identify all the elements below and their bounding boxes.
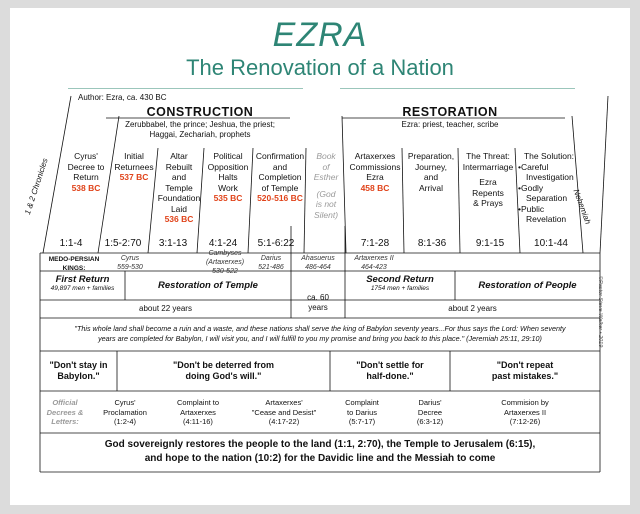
- chapter-ref: 7:1-28: [360, 238, 390, 249]
- first-return: [40, 274, 125, 292]
- kings-label: [40, 255, 108, 273]
- quote-line: years are completed for Babylon, I will visit you, and I will fulfill to you my promise and bring you back to this place." (Jeremiah 25:11, 29:10): [98, 334, 542, 343]
- column-header: [403, 151, 459, 193]
- kings-label-line: MEDO-PERSIAN: [48, 256, 100, 263]
- summary-line: God sovereignly restores the people to the land (1:1, 2:70), the Temple to Jerusalem (6:15),: [104, 439, 536, 450]
- decree-line: Darius': [418, 398, 442, 407]
- construction-title: CONSTRUCTION: [146, 105, 254, 119]
- col-line: and: [272, 161, 288, 172]
- gap-line: years: [308, 303, 328, 312]
- decree-line: (7:12-26): [509, 417, 541, 426]
- decree-line: (5:7-17): [348, 417, 376, 426]
- decree-line: to Darius: [346, 407, 377, 417]
- col-line: Preparation,: [407, 151, 455, 161]
- col-line: Halts: [218, 172, 238, 182]
- decree-line: Proclamation: [103, 407, 147, 417]
- decree-line: Decree: [417, 407, 443, 417]
- chapter-ref: 1:1-4: [59, 238, 83, 249]
- chapter-ref: 4:1-24: [208, 238, 238, 249]
- king-dates: 464-423: [361, 264, 387, 271]
- decree-line: (4:17-22): [268, 417, 300, 426]
- king-cyrus: [100, 254, 160, 272]
- col-date: 537 BC: [119, 172, 149, 182]
- about-22-years: about 22 years: [139, 304, 192, 313]
- motto: [450, 360, 600, 382]
- restoration-line1: Ezra: priest, teacher, scribe: [401, 120, 499, 129]
- quote-line: "This whole land shall become a ruin and a waste, and these nations shall serve the king of Babylon seventy years...For thus says the Lord: When seventy: [74, 324, 566, 333]
- col-line: Investigation: [526, 172, 574, 182]
- motto: [330, 360, 450, 382]
- author-note: Author: Ezra, ca. 430 BC: [78, 93, 167, 102]
- column-header: [155, 151, 203, 225]
- esther-l5: is not: [315, 199, 337, 209]
- kings-label-line: KINGS:: [62, 265, 86, 272]
- col-date: 535 BC: [213, 193, 243, 203]
- gap-line: ca. 60: [307, 293, 329, 302]
- second-return: [345, 274, 455, 292]
- restoration-title: RESTORATION: [402, 105, 498, 119]
- king-dates: 530-522: [212, 268, 238, 275]
- first-return-sub: 49,897 men + families: [50, 285, 115, 292]
- page-title: EZRA: [272, 16, 368, 54]
- king-darius: [250, 254, 292, 272]
- col-date: 458 BC: [360, 182, 390, 193]
- chapter-ref: 3:1-13: [158, 238, 188, 249]
- chapter-ref: 9:1-15: [475, 238, 505, 249]
- column-header: [518, 151, 580, 225]
- col-line: Opposition: [207, 161, 249, 172]
- decree-line: (6:3-12): [416, 417, 444, 426]
- about-2-years: about 2 years: [448, 304, 497, 313]
- esther-l4: (God: [316, 188, 336, 199]
- col-line: Intermarriage: [462, 161, 514, 172]
- king-dates: 486-464: [305, 264, 331, 271]
- king-name: Ahasuerus: [301, 255, 335, 262]
- motto: [117, 360, 330, 382]
- copyright-watermark: ©Pastor Steve Walker • 2019: [597, 276, 603, 348]
- col-line: Separation: [526, 193, 568, 203]
- col-line: Rebuilt: [165, 161, 193, 172]
- col-line: Artaxerxes: [354, 151, 396, 161]
- column-header: [346, 151, 404, 193]
- col-line: Laid: [170, 203, 188, 214]
- decree-line: Cyrus': [114, 398, 136, 407]
- king-cambyses: [195, 249, 255, 276]
- col-line: Return: [73, 172, 99, 182]
- col-line: Arrival: [418, 182, 444, 193]
- decree-line: Artaxerxes': [265, 398, 303, 407]
- jeremiah-quote: [42, 324, 598, 344]
- col-line: Revelation: [526, 214, 567, 224]
- decree-line: Complaint to: [176, 398, 220, 407]
- col-line: Political: [213, 151, 243, 161]
- page-subtitle: The Renovation of a Nation: [186, 55, 454, 80]
- col-line: Initial: [124, 151, 144, 161]
- column-header: [252, 151, 308, 204]
- chapter-ref: 5:1-6:22: [257, 238, 295, 249]
- col-line: •Godly: [518, 182, 544, 193]
- king-dates: 559-530: [117, 264, 143, 271]
- decree-line: (4:11-16): [183, 417, 213, 426]
- decree-line: (1:2-4): [113, 417, 137, 426]
- col-line: Completion: [258, 172, 302, 182]
- decree-item: [400, 398, 460, 427]
- motto-line: doing God's will.": [185, 371, 262, 381]
- col-line: and: [171, 172, 187, 182]
- esther-l2: of: [322, 161, 330, 172]
- king-name: (Artaxerxes): [205, 259, 245, 266]
- esther-note: [306, 151, 346, 220]
- column-header: [60, 151, 112, 193]
- esther-l3: Esther: [313, 172, 339, 182]
- column-header: [203, 151, 253, 204]
- decree-line: Artaxerxes: [180, 407, 216, 417]
- column-header: [110, 151, 158, 183]
- decrees-label-line: Official: [52, 398, 78, 407]
- col-line: •Careful: [518, 161, 549, 172]
- col-line: & Prays: [473, 198, 503, 208]
- col-line: Commissions: [349, 161, 401, 172]
- king-artaxerxes: [346, 254, 402, 272]
- motto-line: Babylon.": [57, 371, 100, 381]
- decree-item: [238, 398, 330, 427]
- decree-item: [92, 398, 158, 427]
- col-line: Altar: [170, 151, 188, 161]
- construction-line2: Haggai, Zechariah, prophets: [149, 130, 251, 139]
- col-line: Work: [218, 182, 238, 193]
- chapter-ref: 1:5-2:70: [104, 238, 142, 249]
- chapter-ref: 8:1-36: [417, 238, 447, 249]
- esther-l1: Book: [316, 151, 336, 161]
- restoration-of-temple: Restoration of Temple: [158, 280, 258, 291]
- king-name: Artaxerxes II: [354, 255, 394, 262]
- motto-line: "Don't stay in: [49, 360, 108, 370]
- decree-line: Commision by: [501, 398, 549, 407]
- motto-line: "Don't repeat: [496, 360, 554, 370]
- construction-line1: Zerubbabel, the prince; Jeshua, the priest;: [125, 120, 275, 129]
- col-line: The Threat:: [466, 151, 510, 161]
- motto-line: "Don't be deterred from: [173, 360, 274, 370]
- col-line: Returnees: [114, 161, 154, 172]
- decrees-label: [40, 398, 90, 427]
- motto-line: past mistakes.": [491, 371, 559, 381]
- second-return-title: Second Return: [366, 274, 434, 285]
- col-line: Decree to: [67, 161, 105, 172]
- gap-years: [291, 293, 345, 313]
- first-return-title: First Return: [55, 274, 110, 285]
- left-book-label: 1 & 2 Chronicles: [23, 157, 50, 216]
- chapter-ref: 10:1-44: [534, 238, 568, 249]
- col-line: Journey,: [415, 161, 447, 172]
- king-name: Cyrus: [120, 255, 140, 262]
- second-return-sub: 1754 men + families: [370, 285, 430, 292]
- summary-statement: [40, 438, 600, 466]
- king-dates: 521-486: [258, 264, 284, 271]
- motto-line: half-done.": [366, 371, 414, 381]
- decree-item: [332, 398, 392, 427]
- col-line: Ezra: [366, 172, 384, 182]
- col-line: of Temple: [261, 182, 299, 193]
- col-line: Ezra: [479, 177, 497, 187]
- king-name: Darius: [260, 255, 282, 262]
- decrees-label-line: Decrees &: [46, 407, 84, 417]
- motto: [40, 360, 117, 382]
- king-name: Cambyses: [208, 250, 242, 257]
- summary-line: and hope to the nation (10:2) for the Davidic line and the Messiah to come: [144, 453, 496, 464]
- decree-line: "Cease and Desist": [251, 407, 317, 417]
- col-line: Foundation: [157, 193, 201, 203]
- col-date: 536 BC: [164, 214, 194, 224]
- col-line: Confirmation: [255, 151, 305, 161]
- restoration-of-people: Restoration of People: [478, 280, 577, 291]
- decree-item: [162, 398, 234, 427]
- decrees-label-line: Letters:: [51, 417, 79, 426]
- decree-line: Artaxerxes II: [503, 407, 547, 417]
- decree-line: Complaint: [345, 398, 379, 407]
- motto-line: "Don't settle for: [356, 360, 424, 370]
- chart-sheet: [10, 8, 630, 505]
- col-line: Repents: [472, 187, 504, 198]
- col-line: The Solution:: [523, 151, 575, 161]
- right-book-label: Nehemiah: [571, 188, 593, 226]
- col-date: 538 BC: [71, 182, 101, 193]
- col-date: 520-516 BC: [257, 193, 303, 203]
- king-ahasuerus: [291, 254, 345, 272]
- decree-item: [480, 398, 570, 427]
- col-line: •Public: [518, 203, 545, 214]
- col-line: and: [423, 172, 439, 182]
- col-line: Cyrus': [74, 151, 98, 161]
- esther-l6: Silent): [313, 209, 339, 220]
- column-header: [459, 151, 517, 209]
- col-line: Temple: [165, 182, 193, 193]
